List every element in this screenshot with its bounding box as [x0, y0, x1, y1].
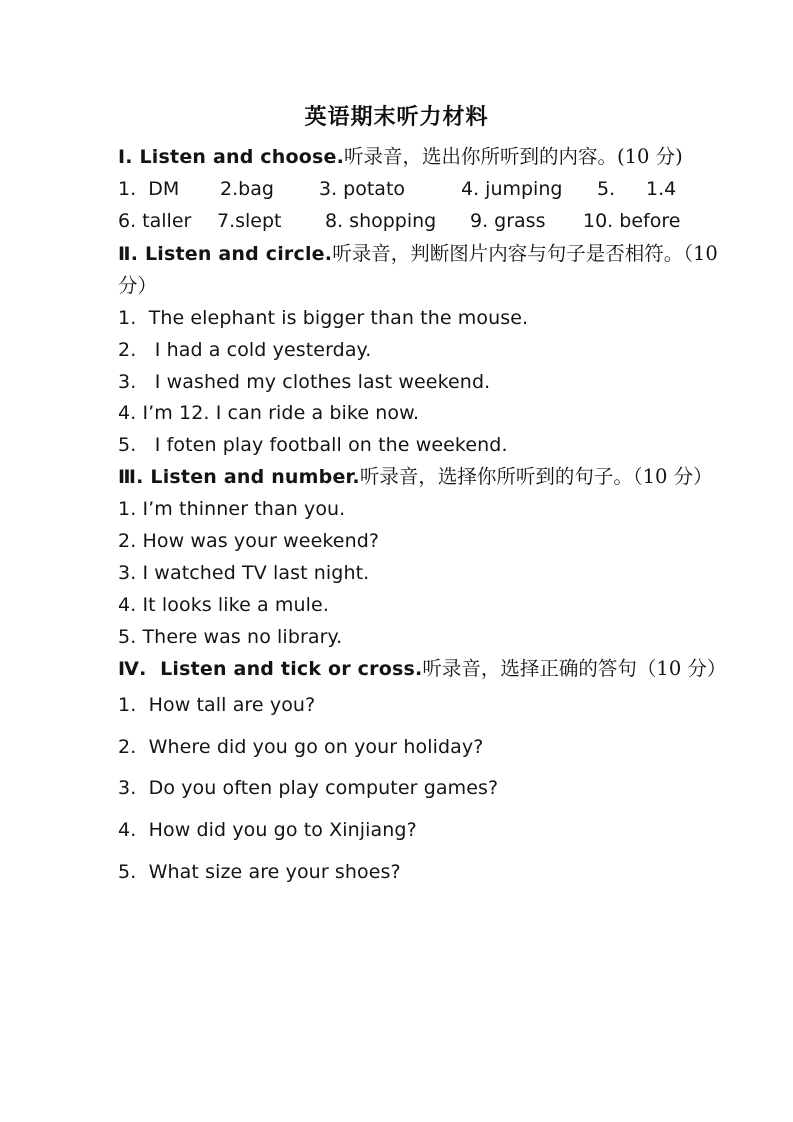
answer-option: 1.4	[646, 178, 677, 200]
section-4-item-3: 3. Do you often play computer games?	[118, 777, 499, 799]
section-3-item-2: 2. How was your weekend?	[118, 530, 380, 552]
section-2-item-3: 3. I washed my clothes last weekend.	[118, 371, 491, 393]
section-3-item-4: 4. It looks like a mule.	[118, 594, 329, 616]
page-title: 英语期末听力材料	[304, 105, 489, 130]
section-1-heading-english: Ⅰ. Listen and choose.	[118, 146, 345, 168]
section-4-item-2: 2. Where did you go on your holiday?	[118, 736, 484, 758]
section-3-heading-english: Ⅲ. Listen and number.	[118, 466, 360, 488]
section-3-item-1: 1. I’m thinner than you.	[118, 498, 346, 520]
answer-option: 1. DM	[118, 178, 180, 200]
section-4-heading-english: Ⅳ. Listen and tick or cross.	[118, 658, 423, 680]
section-1-answer-row-2	[118, 209, 718, 235]
answer-option: 7.slept	[217, 210, 282, 232]
section-3-item-3: 3. I watched TV last night.	[118, 562, 370, 584]
section-2-item-5: 5. I foten play football on the weekend.	[118, 434, 508, 456]
section-2-heading-chinese: 听录音，判断图片内容与句子是否相符。（10	[332, 242, 718, 265]
answer-option: 10. before	[583, 210, 681, 232]
answer-option: 3. potato	[319, 178, 406, 200]
section-2-heading	[118, 242, 718, 266]
answer-option: 6. taller	[118, 210, 192, 232]
section-3-heading-chinese: 听录音，选择你所听到的句子。（10 分）	[359, 465, 713, 488]
section-1-heading	[118, 145, 718, 169]
section-3-heading	[118, 465, 718, 489]
section-4-item-5: 5. What size are your shoes?	[118, 861, 401, 883]
section-4-heading-chinese: 听录音，选择正确的答句（10 分）	[422, 657, 727, 680]
section-2-item-2: 2. I had a cold yesterday.	[118, 339, 372, 361]
answer-option: 5.	[597, 178, 616, 200]
section-2-heading-chinese-wrap: 分）	[118, 274, 158, 297]
section-2-item-1: 1. The elephant is bigger than the mouse.	[118, 307, 529, 329]
section-2-heading-line-2	[118, 274, 718, 298]
section-1-heading-chinese: 听录音，选出你所听到的内容。(10 分)	[344, 145, 683, 168]
answer-option: 4. jumping	[461, 178, 563, 200]
section-4-item-4: 4. How did you go to Xinjiang?	[118, 819, 417, 841]
section-2-heading-english: Ⅱ. Listen and circle.	[118, 243, 333, 265]
answer-option: 8. shopping	[325, 210, 437, 232]
section-2-item-4: 4. I’m 12. I can ride a bike now.	[118, 402, 420, 424]
answer-option: 9. grass	[470, 210, 546, 232]
section-1-answer-row-1	[118, 177, 718, 203]
section-4-item-1: 1. How tall are you?	[118, 694, 316, 716]
section-3-item-5: 5. There was no library.	[118, 626, 343, 648]
answer-option: 2.bag	[220, 178, 274, 200]
section-4-heading	[118, 657, 727, 681]
